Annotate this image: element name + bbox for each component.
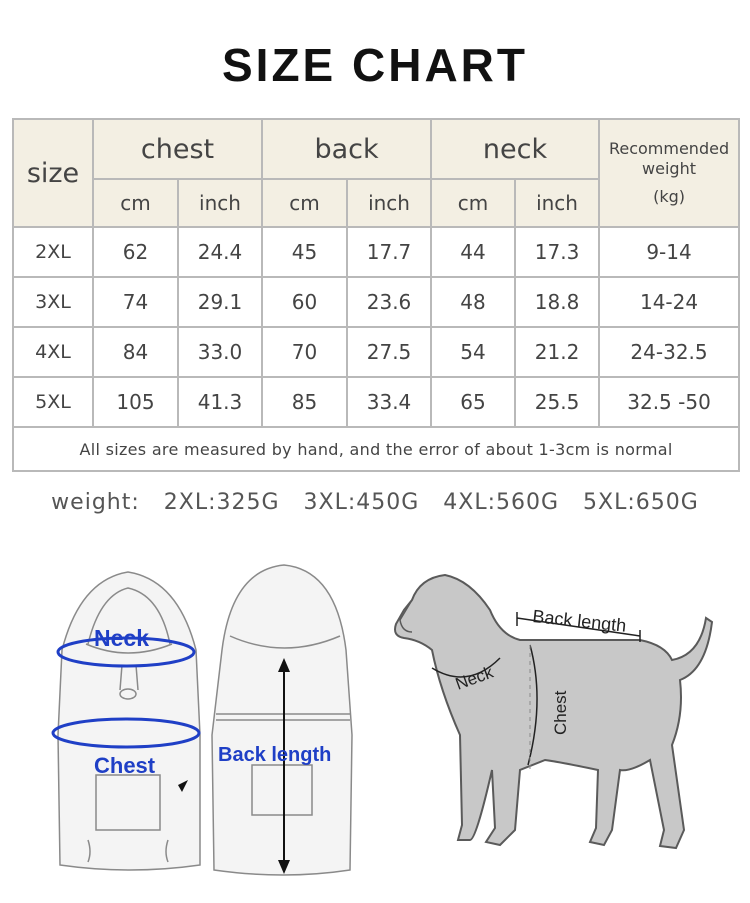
size-header: size <box>13 119 93 227</box>
measurement-illustration <box>0 540 750 903</box>
size-cell: 4XL <box>13 327 93 377</box>
weight-cell: 9-14 <box>599 227 739 277</box>
dog-chest-label: Chest <box>551 690 570 735</box>
back-length-label: Back length <box>218 744 332 766</box>
back-inch-cell: 27.5 <box>347 327 431 377</box>
size-chart-table <box>12 118 740 472</box>
chest-cm-cell: 62 <box>93 227 178 277</box>
unit-cell: cm <box>262 179 347 227</box>
back-cm-cell: 45 <box>262 227 347 277</box>
chest-inch-cell: 41.3 <box>178 377 262 427</box>
table-row <box>13 377 739 427</box>
weight-cell: 24-32.5 <box>599 327 739 377</box>
back-cm-cell: 85 <box>262 377 347 427</box>
back-cm-cell: 70 <box>262 327 347 377</box>
back-inch-cell: 33.4 <box>347 377 431 427</box>
chest-inch-cell: 33.0 <box>178 327 262 377</box>
page-title: SIZE CHART <box>222 39 528 91</box>
recommended-line2: weight <box>642 159 696 178</box>
back-inch-cell: 17.7 <box>347 227 431 277</box>
raincoat-back-drawing <box>212 565 352 875</box>
unit-cell: cm <box>431 179 515 227</box>
product-weights: weight: 2XL:325G 3XL:450G 4XL:560G 5XL:650G <box>51 490 699 515</box>
neck-inch-cell: 25.5 <box>515 377 599 427</box>
weight-cell: 32.5 -50 <box>599 377 739 427</box>
chest-cm-cell: 74 <box>93 277 178 327</box>
table-row <box>13 327 739 377</box>
dog-neck-label: Neck <box>452 662 496 694</box>
neck-cm-cell: 54 <box>431 327 515 377</box>
recommended-line1: Recommended <box>608 139 730 158</box>
neck-inch-cell: 18.8 <box>515 277 599 327</box>
size-cell: 3XL <box>13 277 93 327</box>
back-cm-cell: 60 <box>262 277 347 327</box>
chest-inch-cell: 29.1 <box>178 277 262 327</box>
recommended-unit: (kg) <box>653 187 685 206</box>
neck-cm-cell: 44 <box>431 227 515 277</box>
size-cell: 2XL <box>13 227 93 277</box>
dog-back-length-label: Back length <box>531 606 628 636</box>
neck-cm-cell: 48 <box>431 277 515 327</box>
back-header: back <box>262 119 431 179</box>
neck-header: neck <box>431 119 599 179</box>
unit-cell: cm <box>93 179 178 227</box>
chest-header: chest <box>93 119 262 179</box>
unit-cell: inch <box>515 179 599 227</box>
size-cell: 5XL <box>13 377 93 427</box>
chest-label: Chest <box>94 753 156 778</box>
neck-inch-cell: 17.3 <box>515 227 599 277</box>
table-row <box>13 227 739 277</box>
back-inch-cell: 23.6 <box>347 277 431 327</box>
measurement-note: All sizes are measured by hand, and the error of about 1-3cm is normal <box>13 427 739 471</box>
neck-label: Neck <box>94 625 149 651</box>
chest-cm-cell: 84 <box>93 327 178 377</box>
chest-cm-cell: 105 <box>93 377 178 427</box>
unit-cell: inch <box>347 179 431 227</box>
recommended-weight-header <box>599 119 739 227</box>
neck-cm-cell: 65 <box>431 377 515 427</box>
neck-inch-cell: 21.2 <box>515 327 599 377</box>
weight-cell: 14-24 <box>599 277 739 327</box>
table-row <box>13 277 739 327</box>
chest-inch-cell: 24.4 <box>178 227 262 277</box>
unit-cell: inch <box>178 179 262 227</box>
